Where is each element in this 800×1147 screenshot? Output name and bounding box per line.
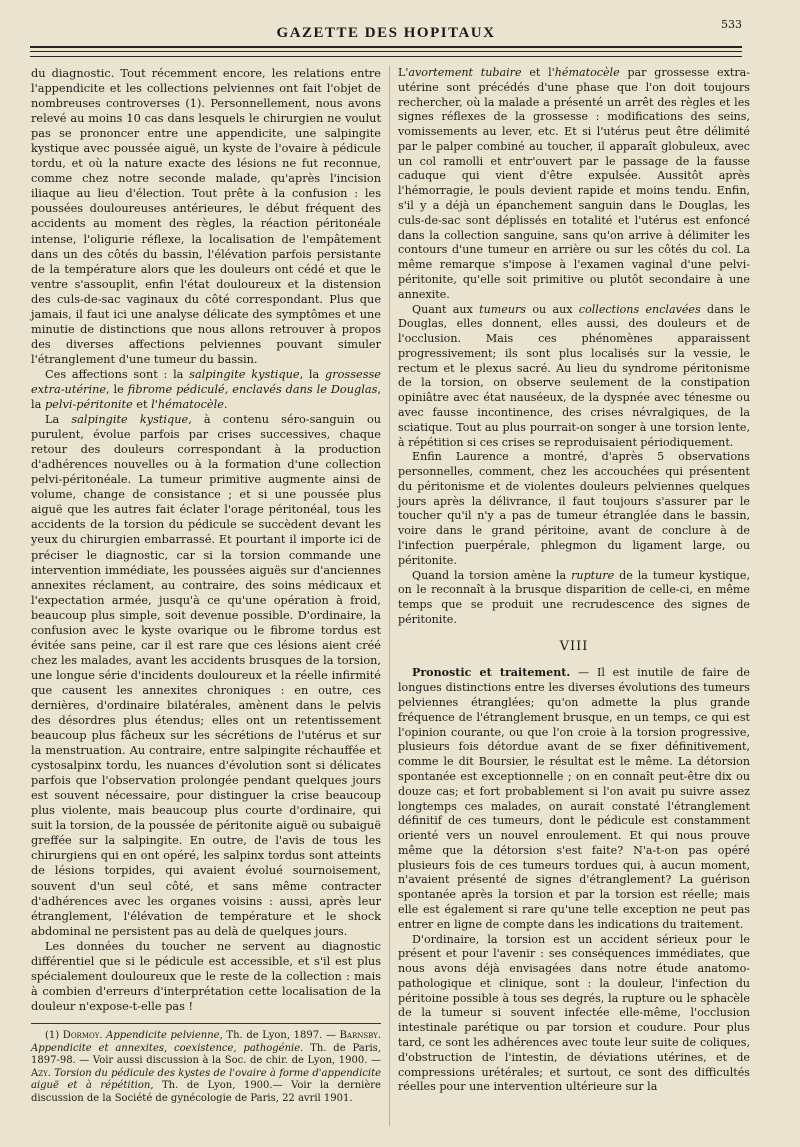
header-rule (30, 46, 742, 52)
paragraph: du diagnostic. Tout récemment encore, les relations entre l'appendicite et les collections pelviennes ont fait l'objet de nombreuses controverses (1). Personnellement, nous avons relevé au moins 10 cas dans lesquels le chirurgien ne voulut pas se prononcer entre une appendicite, une salpingite kystique avec poussée aiguë, un kyste de l'ovaire à pédicule tordu, et où la nature exacte des lésions ne fut reconnue, comme chez notre seconde malade, qu'après l'incision iliaque au lieu d'élection. Tout prête à la confusion : les poussées douloureuses antérieures, le début fréquent des accidents au moment des règles, la réaction péritonéale intense, l'oligurie réflexe, la localisation de l'empâtement dans un des côtés du bassin, l'élévation parfois persistante de la température alors que les douleurs ont cédé et que le ventre s'assouplit, enfin l'état douloureux et la distension des culs-de-sac vaginaux du côté correspondant. Plus que jamais, il faut ici une analyse délicate des symptômes et une minutie de distinctions que nous allons retrouver à propos des diverses affections pelviennes pouvant simuler l'étranglement d'une tumeur du bassin. (31, 67, 381, 366)
text-run: . (47, 1067, 55, 1079)
left-column (31, 66, 381, 1106)
footnote (31, 1030, 381, 1106)
paragraph: Enfin Laurence a montré, d'après 5 observations personnelles, comment, chez les accouchées qui présentent du péritonisme et de violentes douleurs pelviennes quelques jours après la délivrance, il faut toujours s'assurer par le toucher qu'il n'y a pas de tumeur étranglée dans le bassin, voire dans le grand péritoine, avant de conclure à de l'infection puerpérale, phlegmon du ligament large, ou péritonite. (398, 450, 750, 567)
text-run: . Th. de Paris, 1897-98. — Voir aussi discussion à la Soc. de chir. de Lyon, 1900. — (31, 1042, 381, 1067)
italic-term: rupture (571, 568, 615, 582)
paragraph (398, 666, 750, 932)
italic-term: salpingite kystique (189, 367, 300, 381)
italic-term: hématocèle (554, 66, 620, 79)
text-run: , le (106, 382, 128, 396)
right-column (398, 66, 750, 1095)
column-divider (389, 66, 390, 1126)
text-run: , à contenu séro-sanguin ou purulent, évolue parfois par crises successives, chaque retour des douleurs correspondant à la production d'adhérences nouvelles ou à la formation d'une collection pelvi-péritonéale. La tumeur primitive augmente ainsi de volume, change de consistance ; et si une poussée plus aiguë que les autres fait éclater l'orage péritonéal, tous les accidents de la torsion du pédicule se succèdent devant les yeux du chirurgien embarrassé. Et pourtant il importe ici de préciser le diagnostic, car si la torsion commande une intervention immédiate, les poussées aiguës sur d'anciennes annexites réclament, au contraire, des soins médicaux et l'expectation armée, jusqu'à ce qu'une opération à froid, beaucoup plus simple, soit devenue possible. D'ordinaire, la confusion avec le kyste ovarique ou le fibrome tordus est évitée sans peine, car il est rare que ces lésions aient créé chez les malades, avant les accidents brusques de la torsion, une longue série d'incidents douloureux et la réelle infirmité que causent les annexites chroniques : en outre, ces dernières, d'ordinaire bilatérales, amènent dans le pelvis des désordres plus étendus; elles ont un retentissement beaucoup plus fâcheux sur les sécrétions de l'utérus et sur la menstruation. Au contraire, entre salpingite réchauffée et cystosalpinx tordu, les nuances d'évolution sont si délicates parfois que l'observation prolongée pendant quelques jours est souvent nécessaire, pour distinguer la crise beaucoup plus violente, mais beaucoup plus courte d'ordinaire, qui suit la torsion, de la poussée de péritonite aiguë ou subaiguë greffée sur la salpingite. En outre, de l'avis de tous les chirurgiens qui en ont opéré, les salpinx tordus sont atteints de lésions torpides, qui avaient évolué sournoisement, souvent d'un seul côté, et sans même contracter d'adhérences avec les organes voisins : aussi, après leur étranglement, l'élévation de température et le shock abdominal ne persistent pas au delà de quelques jours. (31, 413, 382, 938)
text-run: ou aux (526, 302, 579, 316)
italic-title: Appendicite et annexites, coexistence, pathogénie (31, 1042, 301, 1054)
journal-title: GAZETTE DES HOPITAUX (276, 25, 496, 41)
footnotes (31, 1030, 381, 1106)
text-run: Quant aux (412, 302, 480, 316)
italic-term: avortement tubaire (408, 66, 522, 79)
text-run: , Th. de Lyon, 1900.— Voir la dernière discussion de la Société de gynécologie de Paris, 22 avril 1901. (31, 1080, 381, 1104)
text-run: et l' (521, 66, 555, 79)
text-run: . (377, 1029, 381, 1041)
text-run: Quand la torsion amène la (412, 568, 572, 582)
paragraph (398, 569, 750, 628)
text-run: La (45, 413, 72, 427)
page-number: 533 (721, 18, 742, 31)
section-number: VIII (559, 638, 589, 654)
italic-title: Appendicite pelvienne (106, 1029, 220, 1041)
italic-term: tumeurs (479, 302, 526, 316)
italic-term: salpingite kystique (71, 413, 189, 427)
text-run: , Th. de Lyon, 1897. — (219, 1029, 340, 1041)
page-header (30, 18, 742, 46)
italic-term: grossesse extra-utérine (31, 367, 381, 396)
text-run: . (99, 1029, 107, 1041)
author-name: Barnsby (339, 1029, 378, 1041)
author-name: Azy (31, 1067, 48, 1079)
paragraph (31, 412, 381, 939)
paragraph (31, 367, 381, 412)
text-run: dans le Douglas, elles donnent, elles aussi, des douleurs et de l'occlusion. Mais ces phénomènes apparaissent progressivement; ils sont plus localisés sur la vessie, le rectum et le plexus sacré. Au lieu du syndrome péritonisme de la torsion, on observe seulement de la constipation opiniâtre avec état nauséeux, de la dyspnée avec ténesme ou avec fausse incontinence, des crises névralgiques, de la sciatique. Tout au plus pourrait-on songer à une torsion lente, à répétition si ces crises se reproduisaient périodiquement. (398, 302, 751, 449)
text-run: L' (398, 66, 409, 79)
italic-term: fibrome pédiculé, enclavés dans le Douglas (127, 382, 378, 396)
paragraph: D'ordinaire, la torsion est un accident sérieux pour le présent et pour l'avenir : ses conséquences immédiates, que nous avons déjà envisagées dans notre étude anatomo-pathologique et clinique, sont : la douleur, l'infection du péritoine possible à tous ses degrés, la rupture ou le sphacèle de la tumeur si souvent infectée elle-même, l'occlusion intestinale parétique ou par torsion et coudure. Pour plus tard, ce sont les adhérences avec toute leur suite de coliques, d'obstruction de l'intestin, de déviations utérines, et de compressions urétérales; et surtout, ce sont des difficultés réelles pour une intervention ultérieure sur la (398, 932, 750, 1094)
italic-term: pelvi-péritonite (44, 398, 133, 412)
text-run: — Il est inutile de faire de longues distinctions entre les diverses évolutions des tumeurs pelviennes étranglées; qu'on admette la plus grande fréquence de l'étranglement brusque, en un temps, ce qui est l'opinion courante, ou que l'on croie à la torsion progressive, plusieurs fois détordue avant de se fixer définitivement, comme le dit Boursier, le résultat est le même. La détorsion spontanée est exceptionnelle ; on en connaît peut-être dix ou douze cas; et fort probablement si l'on avait pu suivre assez longtemps ces malades, on aurait constaté l'étranglement définitif de ces tumeurs, dont le pédicule est constamment orienté vers un nouvel enroulement. Et qui nous prouve même que la détorsion s'est faite? N'a-t-on pas opéré plusieurs fois de ces tumeurs tordues qui, à aucun moment, n'avaient présenté de signes d'étranglement? La guérison spontanée après la torsion et par la torsion est réelle; mais elle est également si rare qu'une telle exception ne peut pas entrer en ligne de compte dans les indications du traitement. (398, 666, 750, 931)
text-run: , la (299, 367, 325, 381)
header-rule-thin (30, 56, 742, 57)
text-run: Ces affections sont : la (45, 367, 190, 381)
paragraph (398, 303, 750, 451)
italic-title: Torsion du pédicule des kystes de l'ovaire à forme d'appendicite aiguë et à répétition (31, 1067, 382, 1092)
text-run: , la (31, 382, 381, 412)
italic-term: collections enclavées (578, 302, 701, 316)
text-run: (1) (45, 1029, 63, 1041)
text-run: de la tumeur kystique, on le reconnaît à la brusque disparition de celle-ci, en même temps que se produit une recrudescence des signes de péritonite. (398, 568, 750, 626)
paragraph: Les données du toucher ne servent au diagnostic différentiel que si le pédicule est accessible, et s'il est plus spécialement douloureux que le reste de la collection : mais à combien d'erreurs d'interprétation cette localisation de la douleur n'expose-t-elle pas ! (31, 939, 381, 1013)
section-heading: Pronostic et traitement. (412, 666, 571, 680)
author-name: Dormoy (62, 1029, 100, 1041)
text-run: par grossesse extra-utérine sont précédés d'une phase que l'on doit toujours rechercher, où la malade a présenté un arrêt des règles et les signes réflexes de la grossesse : modifications des seins, vomissements au lever, etc. Et si l'utérus peut être délimité par le palper combiné au toucher, il apparaît globuleux, avec un col ramolli et entr'ouvert par le passage de la fausse caduque qui vient d'être expulsée. Aussitôt après l'hémorragie, le pouls devient rapide et moins tendu. Enfin, s'il y a déjà un épanchement sanguin dans le Douglas, les culs-de-sac sont déplissés en totalité et l'utérus est enfoncé dans la collection sanguine, sans qu'on arrive à délimiter les contours d'une tumeur en arrière ou sur les côtés du col. La même remarque s'impose à l'examen vaginal d'une pelvi-péritonite, qu'elle soit primitive ou plutôt secondaire à une annexite. (398, 66, 750, 301)
footnote-rule (31, 1023, 381, 1024)
text-run: . (223, 398, 228, 412)
paragraph (398, 66, 750, 303)
italic-term: l'hématocèle (151, 398, 224, 412)
text-run: et (132, 398, 152, 412)
